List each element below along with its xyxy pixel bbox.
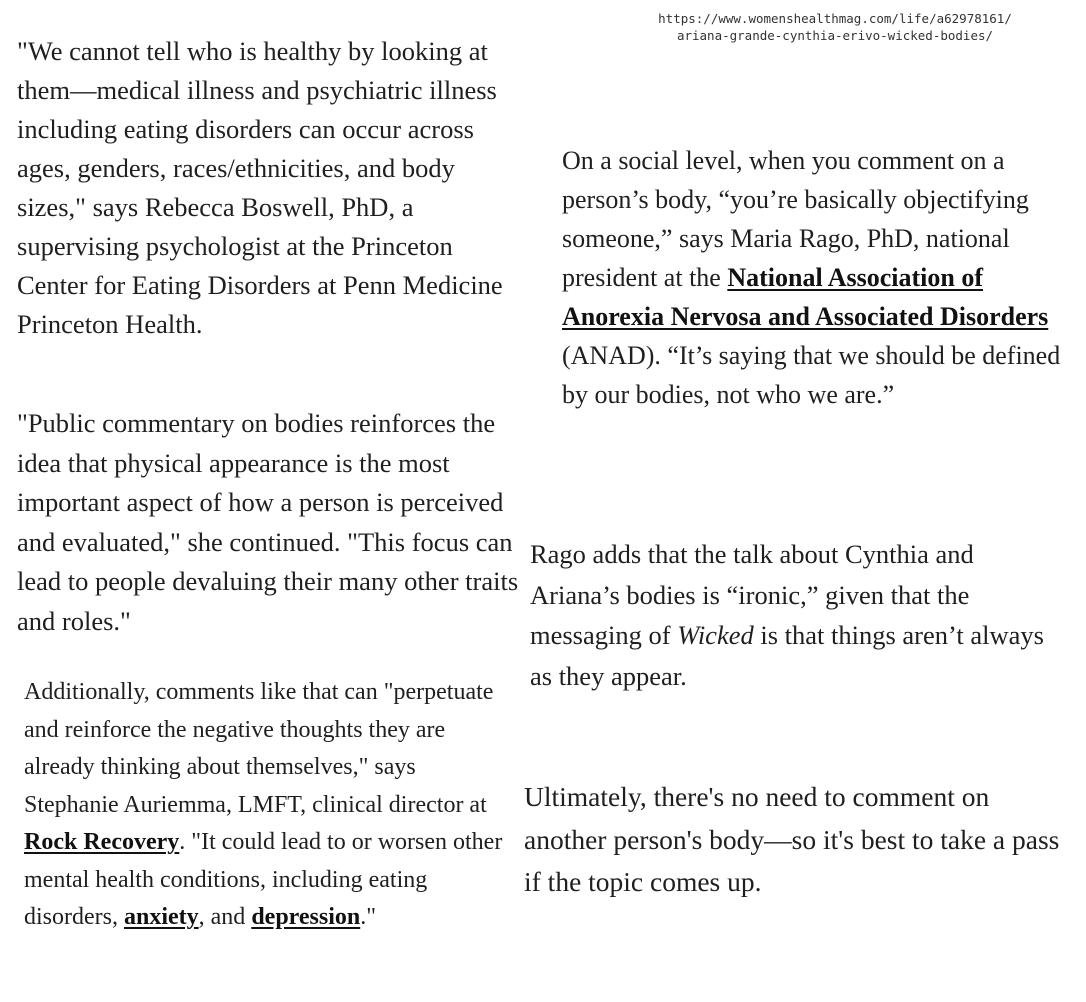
anad-link[interactable]: National Association of Anorexia Nervosa and Associated Disorders [562, 263, 1049, 331]
rago-text-2: (ANAD). “It’s saying that we should be defined by our bodies, not who we are.” [562, 341, 1061, 409]
auriemma-quote-paragraph [24, 674, 504, 937]
auriemma-text-2: . "It could lead to or worsen other mental health conditions, including eating disorders, [24, 829, 503, 930]
wicked-title: Wicked [677, 620, 754, 650]
rago-ironic-paragraph [530, 534, 1050, 696]
rago-quote-paragraph [562, 141, 1077, 414]
ironic-text-1: Rago adds that the talk about Cynthia and Ariana’s bodies is “ironic,” given that the messaging of [530, 539, 974, 650]
public-commentary-paragraph: "Public commentary on bodies reinforces the idea that physical appearance is the most important aspect of how a person is perceived and evaluated," she continued. "This focus can lead to people devaluing their many other traits and roles." [17, 408, 519, 636]
auriemma-text-4: ." [360, 904, 377, 930]
anxiety-link[interactable]: anxiety [123, 904, 199, 930]
ironic-text-2: is that things aren’t always as they appear. [530, 620, 1044, 691]
auriemma-text-3: , and [198, 904, 252, 930]
rago-text-1: On a social level, when you comment on a person’s body, “you’re basically objectifying someone,” says Maria Rago, PhD, national president at the [562, 146, 1029, 292]
rock-recovery-link[interactable]: Rock Recovery [24, 829, 180, 855]
boswell-quote-paragraph: "We cannot tell who is healthy by looking at them—medical illness and psychiatric illness including eating disorders can occur across ages, genders, races/ethnicities, and body sizes," says Rebecca Boswell, PhD, a supervising psychologist at the Princeton Center for Eating Disorders at Penn Medicine Princeton Health. [17, 36, 503, 339]
conclusion-paragraph: Ultimately, there's no need to comment on another person's body—so it's best to take a pass if the topic comes up. [524, 781, 1060, 897]
depression-link[interactable]: depression [251, 904, 361, 930]
source-url: https://www.womenshealthmag.com/life/a62978161/ ariana-grande-cynthia-erivo-wicked-bodies/ [658, 11, 1012, 43]
auriemma-text-1: Additionally, comments like that can "perpetuate and reinforce the negative thoughts they are already thinking about themselves," says Stephanie Auriemma, LMFT, clinical director at [24, 679, 494, 818]
